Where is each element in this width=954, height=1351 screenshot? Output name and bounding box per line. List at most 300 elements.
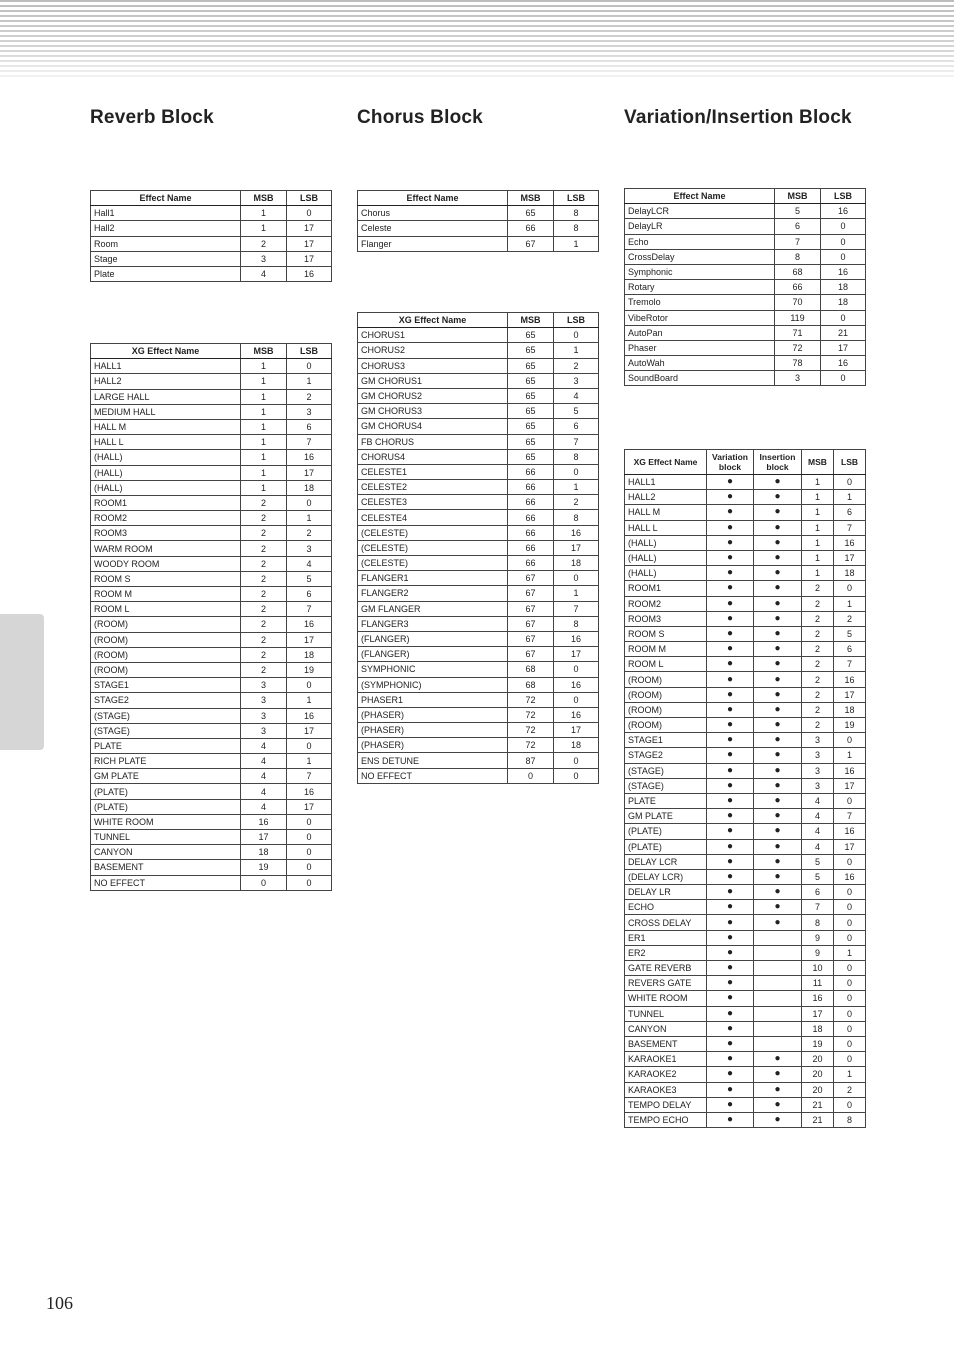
effect-name-cell: (PHASER) [358,738,508,753]
value-cell: 17 [241,830,287,845]
table-row [358,419,599,434]
variation-xg-effect-table [624,449,866,1128]
table-row [91,556,332,571]
effect-name-cell: (HALL) [625,550,707,565]
value-cell: 17 [287,465,332,480]
value-cell: 1 [241,419,287,434]
table-row [91,236,332,251]
effect-name-cell: (PLATE) [91,784,241,799]
table-row [625,824,866,839]
effect-name-cell: PLATE [625,793,707,808]
effect-name-cell: (HALL) [625,566,707,581]
effect-name-cell: ROOM3 [625,611,707,626]
dot-icon: ● [754,642,802,657]
value-cell: 17 [287,251,332,266]
effect-name-cell: (ROOM) [625,702,707,717]
value-cell: 10 [802,961,834,976]
dot-icon: ● [707,535,754,550]
table-row [625,550,866,565]
dot-icon: ● [754,672,802,687]
effect-name-cell: (ROOM) [625,687,707,702]
value-cell: 72 [508,707,554,722]
effect-name-cell: WOODY ROOM [91,556,241,571]
empty-cell [754,930,802,945]
empty-cell [754,991,802,1006]
dot-icon: ● [754,854,802,869]
table-row [625,839,866,854]
table-row [91,799,332,814]
value-cell: 17 [821,340,866,355]
value-cell: 16 [821,264,866,279]
table-row [91,602,332,617]
table-row [91,830,332,845]
value-cell: 1 [802,520,834,535]
value-cell: 6 [554,419,599,434]
value-cell: 7 [287,435,332,450]
value-cell: 1 [802,475,834,490]
effect-name-cell: DelayLR [625,219,775,234]
table-row [625,280,866,295]
value-cell: 2 [834,611,866,626]
table-row [91,814,332,829]
value-cell: 0 [287,738,332,753]
dot-icon: ● [707,778,754,793]
value-cell: 119 [775,310,821,325]
value-cell: 1 [802,490,834,505]
table-row [91,860,332,875]
value-cell: 0 [821,234,866,249]
effect-name-cell: ROOM1 [625,581,707,596]
table-row [358,586,599,601]
table-row [625,976,866,991]
table-row [91,389,332,404]
effect-name-cell: (ROOM) [91,617,241,632]
effect-name-cell: (PHASER) [358,707,508,722]
side-tab [0,614,44,750]
value-cell: 3 [287,541,332,556]
effect-name-cell: MEDIUM HALL [91,404,241,419]
dot-icon: ● [707,885,754,900]
dot-icon: ● [754,535,802,550]
dot-icon: ● [754,885,802,900]
value-cell: 0 [821,371,866,386]
value-cell: 2 [834,1082,866,1097]
table-row [625,505,866,520]
value-cell: 0 [287,814,332,829]
table-row [91,845,332,860]
value-cell: 19 [802,1036,834,1051]
dot-icon: ● [707,687,754,702]
value-cell: 1 [834,945,866,960]
table-row [358,540,599,555]
value-cell: 16 [802,991,834,1006]
value-cell: 6 [287,419,332,434]
effect-name-cell: (HALL) [91,480,241,495]
value-cell: 1 [554,236,599,251]
value-cell: 18 [834,702,866,717]
table-row [625,885,866,900]
value-cell: 3 [287,404,332,419]
value-cell: 1 [802,505,834,520]
value-cell: 1 [554,586,599,601]
effect-name-cell: (DELAY LCR) [625,869,707,884]
value-cell: 21 [821,325,866,340]
effect-name-cell: Room [91,236,241,251]
table-row [358,343,599,358]
column-header: XG Effect Name [358,313,508,328]
value-cell: 87 [508,753,554,768]
value-cell: 2 [241,526,287,541]
chorus-block-heading: Chorus Block [357,107,483,128]
table-row [91,754,332,769]
value-cell: 4 [802,824,834,839]
effect-name-cell: ROOM1 [91,495,241,510]
table-row [625,702,866,717]
table-row [625,945,866,960]
dot-icon: ● [707,748,754,763]
value-cell: 18 [821,295,866,310]
value-cell: 72 [775,340,821,355]
value-cell: 4 [802,793,834,808]
dot-icon: ● [754,550,802,565]
effect-name-cell: FLANGER2 [358,586,508,601]
value-cell: 9 [802,945,834,960]
value-cell: 1 [802,550,834,565]
value-cell: 2 [241,571,287,586]
value-cell: 66 [508,464,554,479]
value-cell: 16 [287,708,332,723]
value-cell: 2 [287,526,332,541]
table-row [358,434,599,449]
table-row [358,221,599,236]
column-header: MSB [508,191,554,206]
value-cell: 17 [554,723,599,738]
dot-icon: ● [707,930,754,945]
value-cell: 1 [554,480,599,495]
value-cell: 16 [241,814,287,829]
effect-name-cell: BASEMENT [625,1036,707,1051]
dot-icon: ● [754,733,802,748]
value-cell: 17 [287,799,332,814]
effect-name-cell: AutoWah [625,356,775,371]
effect-name-cell: Celeste [358,221,508,236]
value-cell: 17 [834,550,866,565]
value-cell: 4 [241,738,287,753]
table-row [625,371,866,386]
value-cell: 67 [508,586,554,601]
value-cell: 3 [241,723,287,738]
table-row [91,571,332,586]
table-row [625,264,866,279]
table-row [625,763,866,778]
table-row [625,596,866,611]
table-row [91,480,332,495]
value-cell: 1 [241,480,287,495]
column-header: MSB [508,313,554,328]
dot-icon: ● [707,961,754,976]
table-row [91,693,332,708]
value-cell: 3 [802,748,834,763]
dot-icon: ● [707,915,754,930]
value-cell: 1 [241,404,287,419]
value-cell: 1 [241,221,287,236]
value-cell: 18 [802,1021,834,1036]
dot-icon: ● [754,475,802,490]
effect-name-cell: LARGE HALL [91,389,241,404]
table-row [625,672,866,687]
dot-icon: ● [754,490,802,505]
effect-name-cell: FLANGER3 [358,616,508,631]
table-row [91,374,332,389]
value-cell: 16 [554,677,599,692]
dot-icon: ● [754,1097,802,1112]
effect-name-cell: CELESTE1 [358,464,508,479]
table-row [91,632,332,647]
value-cell: 4 [241,784,287,799]
value-cell: 17 [287,723,332,738]
value-cell: 1 [241,450,287,465]
table-row [625,809,866,824]
effect-name-cell: WHITE ROOM [91,814,241,829]
column-header: XG Effect Name [625,450,707,475]
table-row [91,435,332,450]
effect-name-cell: HALL M [625,505,707,520]
value-cell: 1 [802,535,834,550]
table-row [358,662,599,677]
effect-name-cell: TEMPO DELAY [625,1097,707,1112]
value-cell: 0 [554,571,599,586]
table-row [91,511,332,526]
value-cell: 0 [834,915,866,930]
column-header: MSB [241,191,287,206]
effect-name-cell: HALL L [91,435,241,450]
value-cell: 16 [287,617,332,632]
reverb-effect-table [90,190,332,282]
value-cell: 66 [508,510,554,525]
value-cell: 20 [802,1052,834,1067]
table-row [625,793,866,808]
value-cell: 16 [554,631,599,646]
table-row [625,748,866,763]
dot-icon: ● [707,505,754,520]
table-row [625,1112,866,1127]
value-cell: 7 [287,602,332,617]
dot-icon: ● [754,915,802,930]
value-cell: 17 [554,540,599,555]
value-cell: 16 [834,672,866,687]
value-cell: 2 [554,495,599,510]
value-cell: 0 [287,359,332,374]
table-row [358,236,599,251]
table-row [625,295,866,310]
table-row [91,708,332,723]
dot-icon: ● [707,520,754,535]
effect-name-cell: ROOM S [625,626,707,641]
dot-icon: ● [754,687,802,702]
value-cell: 67 [508,571,554,586]
reverb-block-heading: Reverb Block [90,107,214,128]
chorus-xg-effect-table [357,312,599,784]
table-row [91,769,332,784]
value-cell: 0 [241,875,287,890]
value-cell: 0 [287,830,332,845]
value-cell: 2 [241,495,287,510]
effect-name-cell: (STAGE) [91,723,241,738]
effect-name-cell: KARAOKE3 [625,1082,707,1097]
table-row [358,571,599,586]
table-row [358,525,599,540]
value-cell: 1 [241,465,287,480]
value-cell: 65 [508,388,554,403]
table-row [625,915,866,930]
value-cell: 66 [508,495,554,510]
effect-name-cell: (CELESTE) [358,525,508,540]
effect-name-cell: (HALL) [91,450,241,465]
value-cell: 4 [554,388,599,403]
column-header: LSB [821,189,866,204]
value-cell: 3 [241,693,287,708]
dot-icon: ● [754,1082,802,1097]
table-row [625,520,866,535]
effect-name-cell: (STAGE) [625,778,707,793]
table-row [91,251,332,266]
value-cell: 2 [241,236,287,251]
table-row [358,768,599,783]
effect-name-cell: NO EFFECT [91,875,241,890]
table-row [625,961,866,976]
effect-name-cell: RICH PLATE [91,754,241,769]
effect-name-cell: PHASER1 [358,692,508,707]
effect-name-cell: Symphonic [625,264,775,279]
value-cell: 0 [287,860,332,875]
value-cell: 1 [554,343,599,358]
table-row [625,626,866,641]
value-cell: 0 [287,845,332,860]
dot-icon: ● [707,763,754,778]
value-cell: 5 [802,854,834,869]
dot-icon: ● [754,839,802,854]
effect-name-cell: ROOM2 [625,596,707,611]
value-cell: 66 [508,540,554,555]
value-cell: 6 [775,219,821,234]
value-cell: 17 [802,1006,834,1021]
empty-cell [754,1006,802,1021]
value-cell: 65 [508,419,554,434]
value-cell: 16 [834,535,866,550]
value-cell: 8 [554,449,599,464]
table-row [91,617,332,632]
effect-name-cell: FLANGER1 [358,571,508,586]
value-cell: 21 [802,1097,834,1112]
table-row [358,707,599,722]
value-cell: 1 [287,511,332,526]
value-cell: 2 [802,642,834,657]
dot-icon: ● [754,718,802,733]
table-row [91,266,332,281]
table-row [625,581,866,596]
value-cell: 2 [241,632,287,647]
table-row [358,723,599,738]
table-row [625,869,866,884]
value-cell: 65 [508,343,554,358]
dot-icon: ● [754,702,802,717]
value-cell: 7 [834,809,866,824]
column-header: LSB [287,191,332,206]
column-header: Effect Name [625,189,775,204]
column-header: Effect Name [358,191,508,206]
value-cell: 2 [241,587,287,602]
effect-name-cell: TUNNEL [91,830,241,845]
table-row [625,310,866,325]
table-row [358,388,599,403]
table-row [91,526,332,541]
value-cell: 0 [821,249,866,264]
value-cell: 17 [287,236,332,251]
table-row [91,587,332,602]
value-cell: 17 [834,687,866,702]
value-cell: 16 [554,525,599,540]
value-cell: 1 [834,596,866,611]
table-row [625,991,866,1006]
dot-icon: ● [754,1112,802,1127]
effect-name-cell: ROOM L [625,657,707,672]
dot-icon: ● [754,596,802,611]
dot-icon: ● [707,945,754,960]
table-row [625,1006,866,1021]
value-cell: 3 [241,251,287,266]
value-cell: 1 [834,748,866,763]
effect-name-cell: CHORUS3 [358,358,508,373]
effect-name-cell: (CELESTE) [358,540,508,555]
effect-name-cell: CANYON [91,845,241,860]
value-cell: 0 [834,900,866,915]
value-cell: 2 [802,718,834,733]
table-row [358,556,599,571]
table-row [91,206,332,221]
table-row [625,566,866,581]
value-cell: 0 [834,885,866,900]
value-cell: 71 [775,325,821,340]
effect-name-cell: GM PLATE [625,809,707,824]
dot-icon: ● [707,490,754,505]
value-cell: 3 [241,708,287,723]
effect-name-cell: CROSS DELAY [625,915,707,930]
column-header: MSB [802,450,834,475]
value-cell: 66 [508,480,554,495]
value-cell: 5 [287,571,332,586]
table-row [625,1097,866,1112]
effect-name-cell: (CELESTE) [358,556,508,571]
table-row [625,249,866,264]
dot-icon: ● [707,1052,754,1067]
value-cell: 0 [821,310,866,325]
dot-icon: ● [707,793,754,808]
effect-name-cell: ROOM M [625,642,707,657]
effect-name-cell: HALL1 [91,359,241,374]
value-cell: 16 [834,869,866,884]
variation-effect-table [624,188,866,386]
effect-name-cell: Flanger [358,236,508,251]
table-row [625,1036,866,1051]
dot-icon: ● [754,626,802,641]
value-cell: 68 [508,677,554,692]
effect-name-cell: (ROOM) [625,672,707,687]
value-cell: 4 [802,839,834,854]
dot-icon: ● [707,869,754,884]
effect-name-cell: TUNNEL [625,1006,707,1021]
table-row [358,206,599,221]
value-cell: 66 [775,280,821,295]
